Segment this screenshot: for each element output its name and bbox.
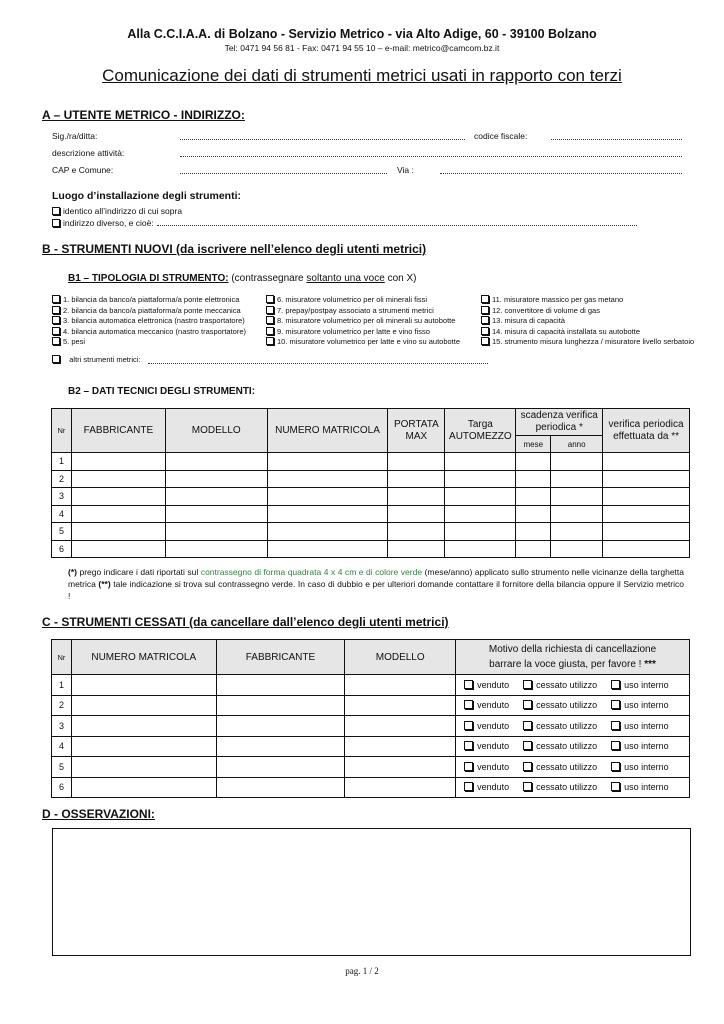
motivo-options [456,695,690,716]
tipologia-label: 4. bilancia automatica meccanico (nastro trasportatore) [63,326,247,336]
row-number: 1 [52,453,72,471]
luogo-heading: Luogo d’installazione degli strumenti: [52,190,242,202]
col-nr: Nr [52,409,72,453]
table-cell[interactable] [216,716,345,737]
motivo-marker: *** [644,659,656,670]
table-cell[interactable] [388,470,445,488]
table-cell[interactable] [551,470,603,488]
col-fabbricante: FABBRICANTE [216,640,345,675]
tipologia-label: 15. strumento misura lunghezza / misuratore livello serbatoio [492,337,695,346]
option-uso-interno[interactable] [611,680,669,690]
table-cell[interactable] [345,757,456,778]
row-number: 4 [52,736,72,757]
checkbox-icon[interactable] [52,337,60,345]
strumenti-cessati-table [51,639,690,798]
motivo-instruction-text: barrare la voce giusta, per favore ! [489,659,642,670]
table-cell[interactable] [603,488,690,506]
checkbox-icon[interactable] [464,782,473,791]
row-number: 1 [52,675,72,696]
option-label: venduto [477,700,510,711]
table-cell[interactable] [603,540,690,558]
altri-strumenti-field[interactable] [148,363,488,364]
table-cell[interactable] [516,488,551,506]
table-cell[interactable] [216,736,345,757]
table-cell[interactable] [551,505,603,523]
office-contacts: Tel: 0471 94 56 81 - Fax: 0471 94 55 10 – e-mail: metrico@camcom.bz.it [224,43,500,53]
tipologia-label: 12. convertitore di volume di gas [492,305,600,315]
table-cell[interactable] [165,470,267,488]
col-fabbricante: FABBRICANTE [71,409,165,453]
footnote-text: tale indicazione si trova sul contrassegno verde. In caso di dubbio e per ulteriori domande contattare il fornitore della bilancia oppure il Servizio metrico ! [68,579,684,601]
checkbox-icon[interactable] [611,721,620,730]
table-cell[interactable] [388,505,445,523]
tipologia-item[interactable] [52,306,246,317]
table-cell[interactable] [71,488,165,506]
checkbox-icon[interactable] [611,782,620,791]
table-row [52,695,690,716]
option-label: uso interno [624,679,669,690]
table-cell[interactable] [516,540,551,558]
table-row [52,757,690,778]
table-row [52,488,690,506]
table-cell[interactable] [71,777,216,798]
col-motivo [456,640,690,675]
office-address: Alla C.C.I.A.A. di Bolzano - Servizio Metrico - via Alto Adige, 60 - 39100 Bolzano [127,27,597,41]
tipologia-column-1 [52,295,246,348]
osservazioni-textarea[interactable] [52,828,691,956]
table-cell[interactable] [551,488,603,506]
tipologia-label: 6. misuratore volumetrico per oli minerali fissi [277,295,428,304]
option-uso-interno[interactable] [611,762,669,772]
option-venduto[interactable] [464,721,509,731]
tipologia-item[interactable] [266,327,460,338]
checkbox-icon[interactable] [523,721,532,730]
checkbox-icon[interactable] [52,219,60,227]
tipologia-label: 13. misura di capacità [492,316,565,325]
table-cell[interactable] [267,488,388,506]
checkbox-icon[interactable] [523,680,532,689]
col-anno: anno [551,436,603,453]
option-label: cessato utilizzo [536,679,598,690]
table-row [52,777,690,798]
b1-instruction: (contrassegnare [228,273,307,284]
checkbox-icon[interactable] [266,327,274,335]
via-field[interactable] [440,173,682,174]
table-cell[interactable] [71,675,216,696]
tipologia-label: 1. bilancia da banco/a piattaforma/a ponte elettronica [63,295,240,304]
table-row [52,540,690,558]
table-cell[interactable] [603,523,690,541]
option-uso-interno[interactable] [611,700,669,710]
table-cell[interactable] [71,540,165,558]
option-cessato[interactable] [523,741,597,751]
checkbox-icon[interactable] [266,295,274,303]
col-matricola: NUMERO MATRICOLA [267,409,388,453]
cap-comune-label: CAP e Comune: [52,165,114,175]
cap-comune-field[interactable] [180,173,387,174]
table-row [52,523,690,541]
luogo-different-field[interactable] [157,225,637,226]
tipologia-label: 11. misuratore massico per gas metano [492,295,624,304]
checkbox-icon[interactable] [52,295,60,303]
checkbox-icon[interactable] [611,762,620,771]
row-number: 3 [52,716,72,737]
table-row [52,505,690,523]
checkbox-icon[interactable] [481,295,489,303]
checkbox-icon[interactable] [464,762,473,771]
checkbox-icon[interactable] [464,721,473,730]
table-cell[interactable] [267,470,388,488]
checkbox-icon[interactable] [523,762,532,771]
tipologia-item[interactable] [266,337,460,348]
checkbox-icon[interactable] [481,327,489,335]
checkbox-icon[interactable] [611,700,620,709]
tipologia-item[interactable] [481,337,694,348]
footnote-section-b [68,566,684,602]
option-label: cessato utilizzo [536,700,598,711]
tipologia-item[interactable] [52,337,246,348]
option-label: uso interno [624,741,669,752]
motivo-options [456,675,690,696]
tipologia-label: 9. misuratore volumetrico per latte e vino fisso [277,326,430,336]
row-number: 3 [52,488,72,506]
option-label: cessato utilizzo [536,720,598,731]
row-number: 6 [52,540,72,558]
table-cell[interactable] [165,488,267,506]
row-number: 2 [52,695,72,716]
codice-fiscale-label: codice fiscale: [474,131,528,141]
footnote-green-text: contrassegno di forma quadrata 4 x 4 cm e di colore verde [200,567,423,577]
checkbox-icon[interactable] [611,741,620,750]
option-label: uso interno [624,700,669,711]
row-number: 5 [52,757,72,778]
option-uso-interno[interactable] [611,741,669,751]
table-cell[interactable] [216,777,345,798]
motivo-title: Motivo della richiesta di cancellazione [488,644,657,655]
tipologia-item[interactable] [52,316,246,327]
table-cell[interactable] [516,470,551,488]
strumenti-nuovi-table [51,408,690,558]
luogo-option-different[interactable] [52,218,154,228]
option-label: venduto [477,761,510,772]
table-cell[interactable] [71,505,165,523]
table-cell[interactable] [603,453,690,471]
table-cell[interactable] [216,675,345,696]
table-cell[interactable] [445,453,516,471]
table-cell[interactable] [345,675,456,696]
b1-label: B1 – TIPOLOGIA DI STRUMENTO: [68,273,229,284]
table-cell[interactable] [267,453,388,471]
table-cell[interactable] [165,453,267,471]
table-cell[interactable] [71,523,165,541]
table-cell[interactable] [345,777,456,798]
checkbox-icon[interactable] [611,680,620,689]
motivo-options [456,757,690,778]
tipologia-label: 7. prepay/postpay associato a strumenti metrici [277,305,434,315]
option-label: uso interno [624,782,669,793]
table-row [52,675,690,696]
codice-fiscale-field[interactable] [551,139,682,140]
checkbox-icon[interactable] [266,337,274,345]
option-uso-interno[interactable] [611,782,669,792]
option-label: venduto [477,741,510,752]
table-cell[interactable] [551,540,603,558]
motivo-options [456,716,690,737]
option-venduto[interactable] [464,700,509,710]
option-cessato[interactable] [523,680,597,690]
table-cell[interactable] [388,488,445,506]
footnote-marker: (*) [68,567,77,577]
table-cell[interactable] [445,488,516,506]
table-cell[interactable] [71,736,216,757]
tipologia-label: 2. bilancia da banco/a piattaforma/a ponte meccanica [63,305,241,315]
table-cell[interactable] [551,453,603,471]
option-label: cessato utilizzo [536,741,598,752]
table-cell[interactable] [516,453,551,471]
table-cell[interactable] [603,505,690,523]
tipologia-item[interactable] [481,306,694,317]
footnote-text: prego indicare i dati riportati sul [76,567,201,577]
col-verifica: verifica periodica effettuata da ** [603,409,690,453]
checkbox-icon[interactable] [523,700,532,709]
col-scadenza: scadenza verifica periodica * [516,409,603,436]
table-cell[interactable] [165,523,267,541]
tipologia-label: 14. misura di capacità installata su autobotte [492,326,641,336]
motivo-options [456,777,690,798]
table-row [52,470,690,488]
checkbox-icon[interactable] [52,207,60,215]
table-cell[interactable] [165,540,267,558]
option-venduto[interactable] [464,762,509,772]
col-modello: MODELLO [345,640,456,675]
option-cessato[interactable] [523,721,597,731]
checkbox-icon[interactable] [266,306,274,314]
table-cell[interactable] [165,505,267,523]
tipologia-item[interactable] [266,316,460,327]
table-cell[interactable] [445,523,516,541]
table-cell[interactable] [216,757,345,778]
table-cell[interactable] [603,470,690,488]
b2-heading: B2 – DATI TECNICI DEGLI STRUMENTI: [68,386,256,397]
checkbox-icon[interactable] [464,680,473,689]
table-cell[interactable] [345,716,456,737]
option-label: uso interno [624,761,669,772]
sig-field[interactable] [180,139,465,140]
table-row [52,716,690,737]
option-label: uso interno [624,720,669,731]
section-a-heading: A – UTENTE METRICO - INDIRIZZO: [42,108,245,122]
checkbox-icon[interactable] [52,316,60,324]
page-title: Comunicazione dei dati di strumenti metrici usati in rapporto con terzi [102,66,622,85]
col-portata: PORTATA MAX [388,409,445,453]
table-cell[interactable] [345,695,456,716]
tipologia-label: 8. misuratore volumetrico per oli minerali su autobotte [277,316,456,325]
col-mese: mese [516,436,551,453]
option-cessato[interactable] [523,700,597,710]
altri-strumenti-label: altri strumenti metrici: [69,355,141,364]
checkbox-icon[interactable] [481,337,489,345]
checkbox-icon[interactable] [266,316,274,324]
table-cell[interactable] [445,470,516,488]
option-cessato[interactable] [523,782,597,792]
tipologia-item[interactable] [266,295,460,306]
descrizione-label: descrizione attività: [52,148,125,158]
b1-instruction-emph: soltanto una voce [306,273,385,284]
option-uso-interno[interactable] [611,721,669,731]
luogo-option-same[interactable] [52,206,182,216]
section-c-heading: C - STRUMENTI CESSATI (da cancellare dall’elenco degli utenti metrici) [42,615,449,629]
luogo-option-different-label: indirizzo diverso, e cioè: [63,218,154,228]
checkbox-icon[interactable] [464,741,473,750]
col-modello: MODELLO [165,409,267,453]
table-cell[interactable] [388,540,445,558]
table-cell[interactable] [267,505,388,523]
table-row [52,736,690,757]
table-cell[interactable] [267,540,388,558]
table-cell[interactable] [551,523,603,541]
b1-instruction-end: con X) [384,273,417,284]
checkbox-icon[interactable] [464,700,473,709]
sig-label: Sig./ra/ditta: [52,131,98,141]
page-number: pag. 1 / 2 [345,966,379,976]
checkbox-icon[interactable] [52,306,60,314]
altri-strumenti[interactable] [52,355,141,366]
option-label: venduto [477,720,510,731]
tipologia-item[interactable] [481,327,694,338]
b1-heading [68,273,416,284]
tipologia-item[interactable] [52,295,246,306]
col-targa: Targa AUTOMEZZO [445,409,516,453]
footnote-text: (mese/anno) applicato sullo strumento nelle vicinanze della targhetta metrica [68,567,684,589]
tipologia-item[interactable] [52,327,246,338]
motivo-instruction [456,657,689,672]
luogo-option-same-label: identico all’indirizzo di cui sopra [63,206,183,216]
table-cell[interactable] [445,505,516,523]
via-label: Via : [397,165,414,175]
section-b-heading: B - STRUMENTI NUOVI (da iscrivere nell’elenco degli utenti metrici) [42,242,427,256]
tipologia-label: 10. misuratore volumetrico per latte e vino su autobotte [277,337,461,346]
row-number: 2 [52,470,72,488]
checkbox-icon[interactable] [523,782,532,791]
descrizione-field[interactable] [180,156,682,157]
table-cell[interactable] [71,716,216,737]
option-venduto[interactable] [464,680,509,690]
row-number: 6 [52,777,72,798]
option-venduto[interactable] [464,741,509,751]
tipologia-label: 5. pesi [63,337,86,346]
table-cell[interactable] [216,695,345,716]
table-cell[interactable] [71,470,165,488]
table-cell[interactable] [388,523,445,541]
section-d-heading: D - OSSERVAZIONI: [42,807,155,821]
tipologia-item[interactable] [481,316,694,327]
table-cell[interactable] [267,523,388,541]
table-cell[interactable] [345,736,456,757]
footnote-marker: (**) [98,579,111,589]
row-number: 4 [52,505,72,523]
tipologia-item[interactable] [266,306,460,317]
checkbox-icon[interactable] [481,306,489,314]
table-cell[interactable] [71,453,165,471]
table-cell[interactable] [71,757,216,778]
option-cessato[interactable] [523,762,597,772]
option-label: cessato utilizzo [536,782,598,793]
table-cell[interactable] [516,505,551,523]
option-label: cessato utilizzo [536,761,598,772]
motivo-options [456,736,690,757]
tipologia-column-2 [266,295,460,348]
checkbox-icon[interactable] [52,355,60,363]
col-matricola: NUMERO MATRICOLA [71,640,216,675]
option-venduto[interactable] [464,782,509,792]
table-cell[interactable] [445,540,516,558]
table-row [52,453,690,471]
table-cell[interactable] [516,523,551,541]
tipologia-item[interactable] [481,295,694,306]
option-label: venduto [477,782,510,793]
row-number: 5 [52,523,72,541]
table-cell[interactable] [388,453,445,471]
checkbox-icon[interactable] [481,316,489,324]
checkbox-icon[interactable] [523,741,532,750]
tipologia-column-3 [481,295,694,348]
checkbox-icon[interactable] [52,327,60,335]
option-label: venduto [477,679,510,690]
table-cell[interactable] [71,695,216,716]
col-nr: Nr [52,640,72,675]
tipologia-label: 3. bilancia automatica elettronica (nastro trasportatore) [63,316,245,325]
